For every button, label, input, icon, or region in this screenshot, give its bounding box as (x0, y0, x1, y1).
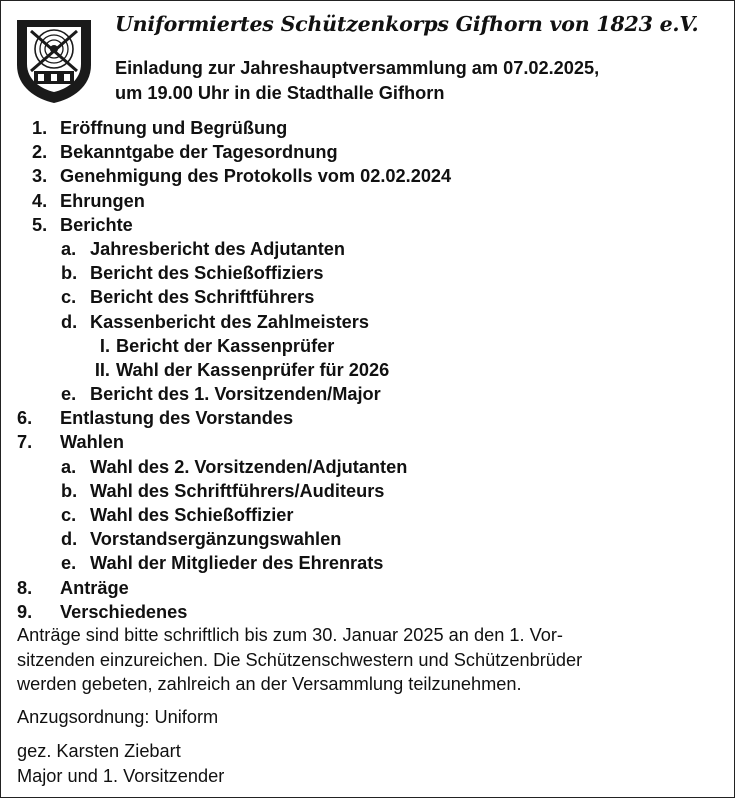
agenda-item-number: 6. (17, 408, 33, 429)
agenda-item-number: 8. (17, 577, 33, 598)
notice-line-1: Anträge sind bitte schriftlich bis zum 30. Januar 2025 an den 1. Vor- (17, 625, 563, 645)
agenda-item-number: 7. (17, 432, 33, 453)
agenda-item (0, 430, 737, 454)
agenda-subitem-text: Wahl der Mitglieder des Ehrenrats (90, 553, 384, 574)
dress-code: Anzugsordnung: Uniform (17, 707, 219, 727)
agenda-subitem (0, 455, 737, 479)
agenda-subitem (0, 285, 737, 309)
agenda-item (0, 140, 737, 164)
agenda-item-text: Ehrungen (60, 190, 145, 211)
agenda-subitem-text: Bericht des Schriftführers (90, 287, 315, 308)
agenda-item-text: Genehmigung des Protokolls vom 02.02.2024 (60, 166, 452, 187)
agenda-item (0, 406, 737, 430)
agenda-item (0, 164, 737, 188)
agenda-subitem (0, 551, 737, 575)
agenda-subitem-text: Bericht des 1. Vorsitzenden/Major (90, 384, 381, 405)
agenda-subitem-letter: e. (61, 553, 77, 574)
agenda-list (0, 116, 737, 624)
agenda-item-number: 5. (32, 214, 48, 235)
agenda-item-text: Anträge (60, 577, 129, 598)
agenda-subitem (0, 261, 737, 285)
notice-line-2: sitzenden einzureichen. Die Schützenschwestern und Schützenbrüder (17, 649, 583, 670)
agenda-item-number: 1. (32, 118, 48, 138)
invitation-line-2: um 19.00 Uhr in die Stadthalle Gifhorn (115, 83, 445, 103)
notice-line-3: werden gebeten, zahlreich an der Versammlung teilzunehmen. (17, 674, 522, 694)
agenda-item-text: Entlastung des Vorstandes (60, 408, 294, 429)
agenda-subitem (0, 310, 737, 334)
agenda-subitem-letter: e. (61, 384, 77, 405)
agenda-subsubitem (0, 358, 737, 382)
agenda-subitem-letter: b. (61, 263, 78, 284)
agenda-subitem-letter: a. (61, 238, 77, 259)
agenda-item (0, 189, 737, 213)
agenda-subitem (0, 382, 737, 406)
agenda-item (0, 600, 737, 624)
shooting-club-crest-icon (14, 17, 94, 105)
agenda-item (0, 576, 737, 600)
agenda-item (0, 213, 737, 237)
agenda-item-text: Wahlen (60, 432, 124, 453)
signature-block (17, 739, 727, 788)
agenda-item-text: Berichte (60, 214, 133, 235)
agenda-subitem-text: Kassenbericht des Zahlmeisters (90, 311, 369, 332)
agenda-subitem-text: Wahl des Schießoffizier (90, 505, 294, 525)
agenda-subitem-letter: a. (61, 456, 77, 477)
agenda-subitem-text: Bericht des Schießoffiziers (90, 263, 324, 284)
agenda-subitem-letter: c. (61, 505, 77, 525)
agenda-item-text: Eröffnung und Begrüßung (60, 118, 288, 138)
agenda-subitem-letter: c. (61, 287, 77, 308)
agenda-subsubitem-text: Bericht der Kassenprüfer (116, 335, 335, 356)
agenda-item-number: 2. (32, 142, 48, 163)
agenda-subsubitem-numeral: II. (94, 359, 110, 380)
agenda-subsubitem-numeral: I. (99, 335, 110, 356)
agenda-subsubitem-text: Wahl der Kassenprüfer für 2026 (116, 359, 390, 380)
notice-paragraph (17, 623, 727, 697)
agenda-subitem (0, 237, 737, 261)
agenda-subitem-text: Jahresbericht des Adjutanten (90, 238, 346, 259)
club-title: Uniformiertes Schützenkorps Gifhorn von 1823 e.V. (115, 12, 699, 36)
agenda-subitem-letter: d. (61, 529, 78, 550)
agenda-subitem (0, 527, 737, 551)
signature-name: gez. Karsten Ziebart (17, 741, 181, 761)
invitation-line-1: Einladung zur Jahreshauptversammlung am 07.02.2025, (115, 58, 600, 78)
agenda-item-number: 3. (32, 166, 48, 187)
agenda-subsubitem (0, 334, 737, 358)
agenda-subitem-text: Vorstandsergänzungswahlen (90, 529, 342, 550)
agenda-item (0, 116, 737, 140)
agenda-item-number: 9. (17, 601, 33, 622)
invitation-subtitle (115, 56, 599, 106)
agenda-subitem-letter: b. (61, 480, 78, 501)
agenda-subitem (0, 479, 737, 503)
agenda-subitem (0, 503, 737, 527)
agenda-item-text: Verschiedenes (60, 601, 188, 622)
agenda-item-text: Bekanntgabe der Tagesordnung (60, 142, 338, 163)
agenda-subitem-text: Wahl des Schriftführers/Auditeurs (90, 480, 385, 501)
signature-role: Major und 1. Vorsitzender (17, 765, 225, 786)
agenda-subitem-text: Wahl des 2. Vorsitzenden/Adjutanten (90, 456, 408, 477)
agenda-item-number: 4. (32, 190, 48, 211)
agenda-subitem-letter: d. (61, 311, 78, 332)
